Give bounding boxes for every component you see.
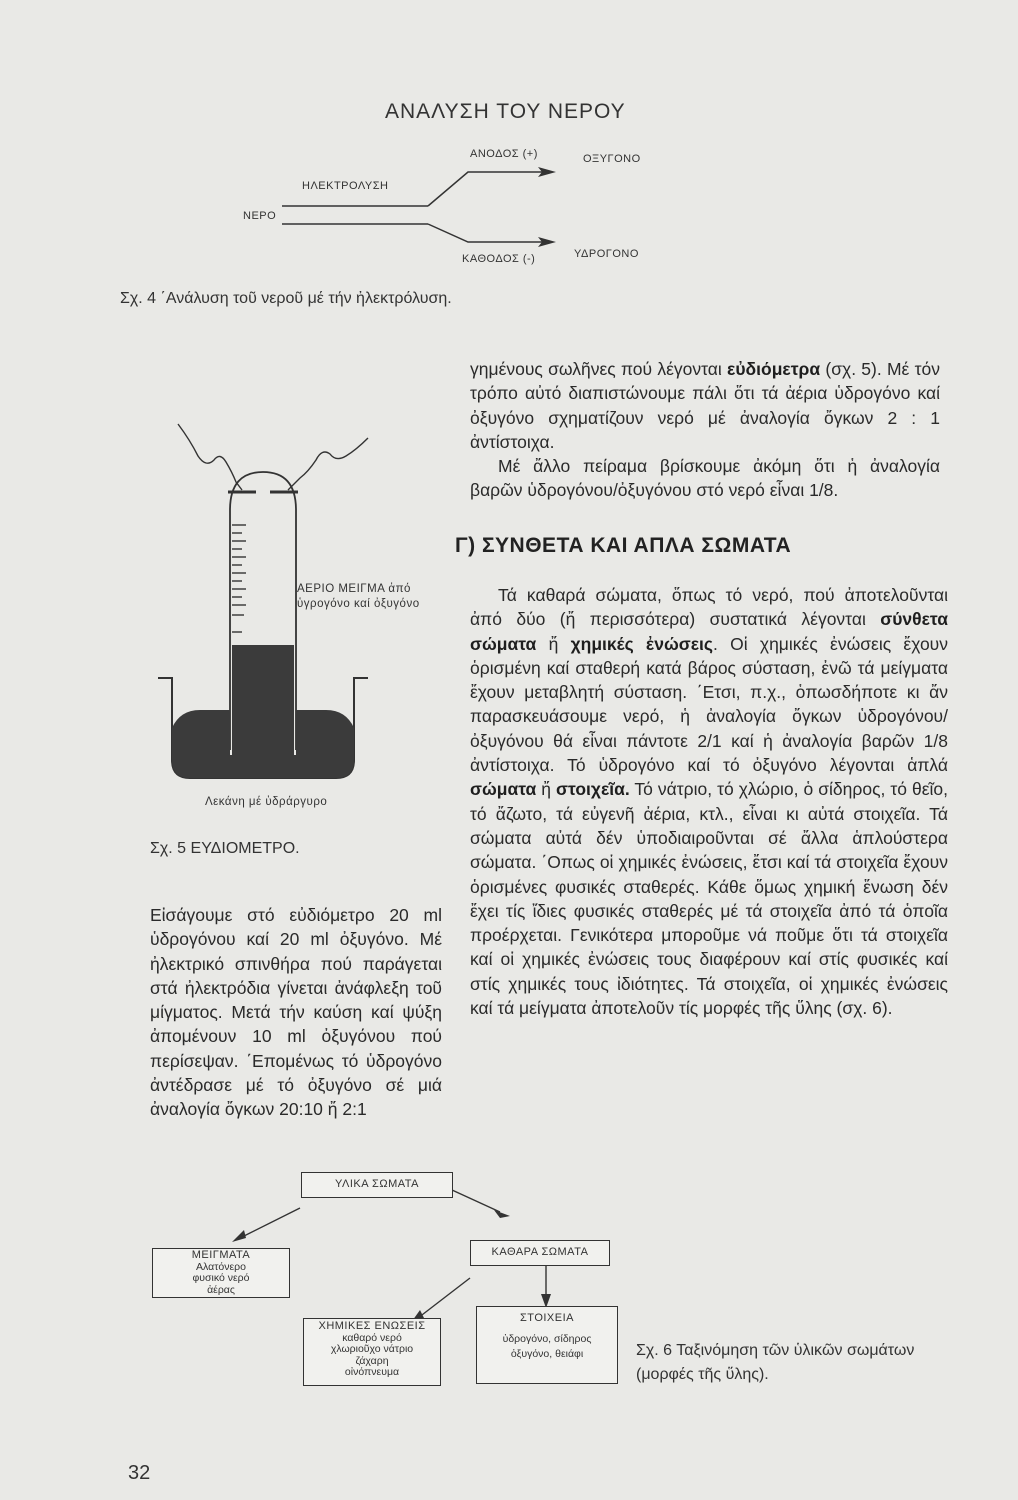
electrolysis-label: ΗΛΕΚΤΡΟΛΥΣΗ	[302, 180, 389, 192]
water-label: ΝΕΡΟ	[243, 210, 277, 222]
term-eudiometers: εὐδιόμετρα	[727, 359, 821, 379]
electrolysis-diagram	[0, 0, 1018, 320]
figure6-caption-line2: (μορφές τῆς ὕλης).	[636, 1366, 769, 1383]
term-simple-bodies: σώματα	[470, 779, 537, 800]
cathode-branch	[428, 224, 548, 242]
anode-branch	[428, 172, 548, 206]
wire-right	[288, 438, 368, 490]
arrowhead-pure-icon	[494, 1210, 510, 1218]
left-paragraph	[150, 903, 442, 1122]
mercury-column	[232, 645, 294, 755]
arrowhead-mixtures-icon	[232, 1230, 246, 1242]
gas-mixture-label-2: ὑγρογόνο καί ὀξυγόνο	[297, 598, 420, 610]
eudiometer-paragraph: γημένους σωλῆνες πού λέγονται εὐδιόμετρα (σχ. 5). Μέ τόν τρόπο αὐτό διαπιστώνουμε πάλι ὅτι τά ἀέρια ὑδρογόνο καί ὀξυγόνο σχηματίζουν νερό μέ ἀναλογία ὄγκων 2 : 1 ἀντίστοιχα.	[470, 359, 940, 452]
gas-mixture-label-1: ΑΕΡΙΟ ΜΕΙΓΜΑ ἀπό	[297, 583, 411, 595]
figure6-caption-line1: Σχ. 6 Ταξινόμηση τῶν ὑλικῶν σωμάτων	[636, 1342, 915, 1359]
figure5-caption: Σχ. 5 ΕΥΔΙΟΜΕΤΡΟ.	[150, 840, 300, 857]
box-material-bodies: ΥΛΙΚΑ ΣΩΜΑΤΑ	[301, 1172, 453, 1198]
box-elements: ΣΤΟΙΧΕΙΑ ὑδρογόνο, σίδηρος ὀξυγόνο, θειάφι	[476, 1306, 618, 1384]
section-title: Γ) ΣΥΝΘΕΤΑ ΚΑΙ ΑΠΛΑ ΣΩΜΑΤΑ	[455, 534, 792, 557]
term-chemical-compounds: χημικές ἐνώσεις	[570, 633, 713, 654]
wire-left	[178, 424, 242, 490]
right-column-intro	[470, 357, 940, 503]
graduation-marks	[232, 525, 246, 632]
basin-label: Λεκάνη μέ ὑδράργυρο	[205, 796, 328, 808]
left-paragraph-text: Εἰσάγουμε στό εὐδιόμετρο 20 ml ὑδρογόνου καί 20 ml ὀξυγόνο. Μέ ἠλεκτρικό σπινθήρα πού παράγεται στά ἠλεκτρόδια γίνεται ἀνάφλεξη τοῦ μίγματος. Μετά τήν καύση καί ψύξη ἀπομένουν 10 ml ὀξυγόνου πού περίσεψαν. ΄Επομένως τό ὑδρογόνο ἀντέδρασε μέ τό ὀξυγόνο σέ μιά ἀναλογία ὄγκων 20:10 ἤ 2:1	[150, 905, 442, 1120]
term-compound-bodies: σύνθετα σώματα	[470, 609, 948, 654]
hydrogen-label: ΥΔΡΟΓΟΝΟ	[574, 248, 639, 260]
box-mixtures: ΜΕΙΓΜΑΤΑ Αλατόνερο φυσικό νερό ἀέρας	[152, 1248, 290, 1298]
cathode-label: ΚΑΘΟΔΟΣ (-)	[462, 253, 536, 265]
page-number: 32	[128, 1462, 151, 1484]
arrow-to-compounds	[418, 1278, 470, 1318]
term-elements: στοιχεῖα.	[556, 779, 630, 800]
box-pure-bodies: ΚΑΘΑΡΑ ΣΩΜΑΤΑ	[470, 1240, 610, 1266]
box-chemical-compounds: ΧΗΜΙΚΕΣ ΕΝΩΣΕΙΣ καθαρό νερό χλωριοῦχο νάτριο ζάχαρη οἰνόπνευμα	[303, 1318, 441, 1386]
compounds-paragraph	[470, 583, 948, 1020]
figure4-title: ΑΝΑΛΥΣΗ ΤΟΥ ΝΕΡΟΥ	[385, 100, 626, 123]
compounds-paragraph-text: Τά καθαρά σώματα, ὅπως τό νερό, πού ἀποτελοῦνται ἀπό δύο (ἤ περισσότερα) συστατικά λέγονται σύνθετα σώματα ἤ χημικές ἐνώσεις. Οἱ χημικές ἐνώσεις ἔχουν ὁρισμένη καί σταθερή κατά βάρος σύσταση, ἐνῶ τά μείγματα ἔχουν μεταβλητή σύσταση. ΄Ετσι, π.χ., ὁπωσδήποτε κι ἄν παρασκευάσουμε νερό, ἡ ἀναλογία ὄγκων ὑδρογόνου/ὀξυγόνου θά εἶναι πάντοτε 2/1 καί ἡ ἀναλογία βαρῶν 1/8 ἀντίστοιχα. Τό ὑδρογόνο καί τό ὀξυγόνο λέγονται ἁπλά σώματα ἤ στοιχεῖα. Τό νάτριο, τό χλώριο, ὁ σίδηρος, τό θεῖο, τό ἄζωτο, τά εὐγενῆ ἀέρια, κτλ., εἶναι κι αὐτά στοιχεῖα. Τά σώματα αὐτά δέν ὑποδιαιροῦνται σέ ἄλλα ἁπλούστερα σώματα. ΄Οπως οἱ χημικές ἐνώσεις, ἔτσι καί τά στοιχεῖα ἔχουν ὁρισμένες φυσικές σταθερές. Κάθε ὅμως χημική ἕνωση δέν ἔχει τίς ἴδιες φυσικές σταθερές μέ τά στοιχεῖα ἀπό τά ὁποῖα προέρχεται. Γενικότερα μποροῦμε νά ποῦμε ὅτι τά στοιχεῖα καί οἱ χημικές ἐνώσεις τους διαφέρουν καί στίς φυσικές καί στίς χημικές τους ἰδιότητες. Τά στοιχεῖα, οἱ χημικές ἐνώσεις καί τά μείγματα ἀποτελοῦν τίς μορφές τῆς ὕλης (σχ. 6).	[470, 585, 948, 1019]
weight-ratio-paragraph: Μέ ἄλλο πείραμα βρίσκουμε ἀκόμη ὅτι ἡ ἀναλογία βαρῶν ὑδρογόνου/ὀξυγόνου στό νερό εἶναι 1/8.	[470, 456, 940, 501]
figure4-caption: Σχ. 4 ΄Ανάλυση τοῦ νεροῦ μέ τήν ἠλεκτρόλυση.	[120, 290, 452, 307]
arrow-to-pure	[452, 1190, 500, 1212]
arrow-to-mixtures	[240, 1208, 300, 1238]
oxygen-label: ΟΞΥΓΟΝΟ	[583, 153, 641, 165]
anode-label: ΑΝΟΔΟΣ (+)	[470, 148, 538, 160]
